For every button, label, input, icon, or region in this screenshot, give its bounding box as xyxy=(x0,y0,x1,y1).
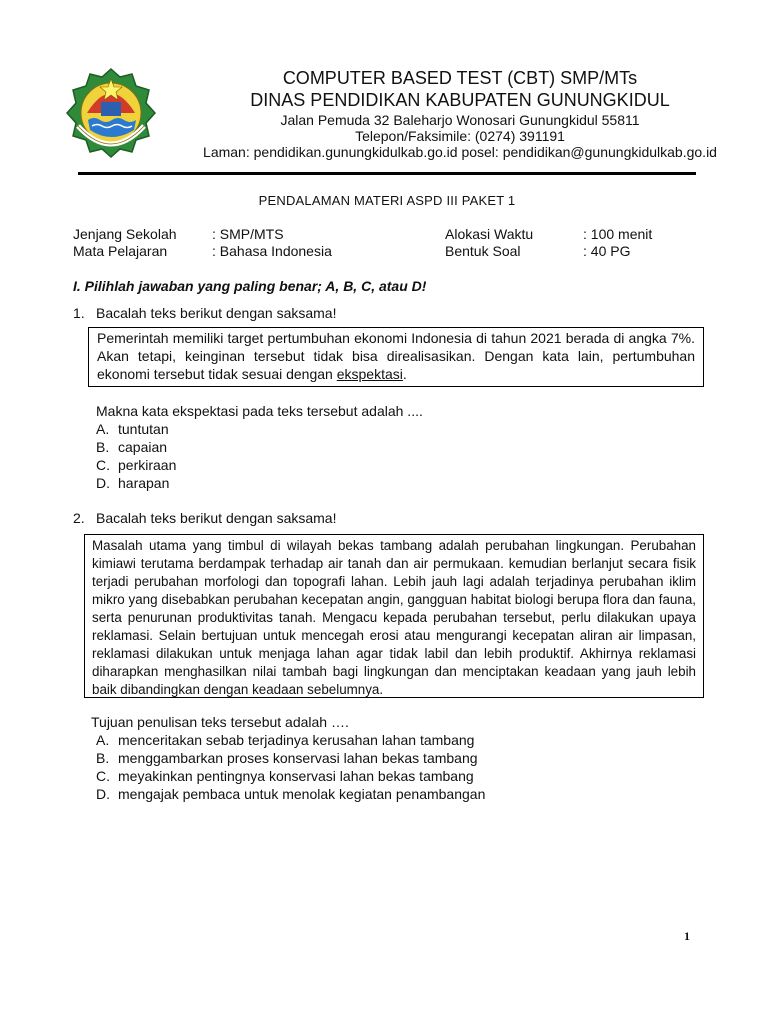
level-label: Jenjang Sekolah xyxy=(73,226,177,242)
header-phone: Telepon/Faksimile: (0274) 391191 xyxy=(355,128,565,144)
section-instruction: I. Pilihlah jawaban yang paling benar; A, B, C, atau D! xyxy=(73,278,427,294)
form-value: : 40 PG xyxy=(583,243,631,259)
q1-option-b[interactable]: B. capaian xyxy=(96,439,168,455)
q2-instruction: Bacalah teks berikut dengan saksama! xyxy=(96,510,337,526)
regency-crest-icon xyxy=(64,66,158,160)
q1-underlined-word: ekspektasi xyxy=(336,366,403,382)
q1-passage-text: Pemerintah memiliki target pertumbuhan ekonomi Indonesia di tahun 2021 berada di angka 7%. Akan tetapi, keinginan tersebut tidak bisa direalisasikan. Dengan kata lain, pertumbuhan ekonomi tersebut tidak sesuai dengan xyxy=(97,330,695,382)
q1-option-d[interactable]: D. harapan xyxy=(96,475,170,491)
document-title: PENDALAMAN MATERI ASPD III PAKET 1 xyxy=(258,193,516,208)
q2-option-d[interactable]: D. mengajak pembaca untuk menolak kegiatan penambangan xyxy=(96,786,486,802)
q1-option-a[interactable]: A. tuntutan xyxy=(96,421,169,437)
q2-option-a[interactable]: A. menceritakan sebab terjadinya kerusahan lahan tambang xyxy=(96,732,475,748)
q2-option-c[interactable]: C. meyakinkan pentingnya konservasi lahan bekas tambang xyxy=(96,768,474,784)
level-value: : SMP/MTS xyxy=(212,226,284,242)
subject-label: Mata Pelajaran xyxy=(73,243,168,259)
q1-question: Makna kata ekspektasi pada teks tersebut adalah .... xyxy=(96,403,423,419)
q2-passage-box xyxy=(84,534,704,698)
time-label: Alokasi Waktu xyxy=(445,226,534,242)
header-subtitle: DINAS PENDIDIKAN KABUPATEN GUNUNGKIDUL xyxy=(250,90,670,110)
q1-passage-box xyxy=(88,327,704,387)
q1-passage-end: . xyxy=(402,366,407,382)
q1-option-c[interactable]: C. perkiraan xyxy=(96,457,177,473)
header-web: Laman: pendidikan.gunungkidulkab.go.id posel: pendidikan@gunungkidulkab.go.id xyxy=(203,144,717,160)
page-number: 1 xyxy=(684,929,690,943)
q2-passage-text: Masalah utama yang timbul di wilayah bekas tambang adalah perubahan lingkungan. Perubahan kimiawi terutama berdampak terhadap air tanah dan air permukaan. kemudian berlanjut secara fisik terjadi perubahan morfologi dan topografi lahan. Lebih jauh lagi adalah terjadinya perubahan iklim mikro yang disebabkan perubahan kecepatan angin, gangguan habitat biologi berupa flora dan fauna, serta penurunan produktivitas tanah. Mengacu kepada perubahan tersebut, perlu dilakukan upaya reklamasi. Selain bertujuan untuk mencegah erosi atau mengurangi kecepatan aliran air limpasan, reklamasi dilakukan untuk menjaga lahan agar tidak labil dan lebih produktif. Akhirnya reklamasi diharapkan menghasilkan nilai tambah bagi lingkungan dan menciptakan keadaan yang jauh lebih baik dibandingkan dengan keadaan sebelumnya. xyxy=(92,538,696,697)
q2-question: Tujuan penulisan teks tersebut adalah …. xyxy=(91,714,349,730)
header-divider xyxy=(78,172,696,175)
subject-value: : Bahasa Indonesia xyxy=(212,243,332,259)
form-label: Bentuk Soal xyxy=(445,243,521,259)
time-value: : 100 menit xyxy=(583,226,653,242)
header-title: COMPUTER BASED TEST (CBT) SMP/MTs xyxy=(282,68,638,88)
q1-number: 1. xyxy=(73,305,85,321)
q2-number: 2. xyxy=(73,510,85,526)
q1-instruction: Bacalah teks berikut dengan saksama! xyxy=(96,305,337,321)
header-address: Jalan Pemuda 32 Baleharjo Wonosari Gunungkidul 55811 xyxy=(280,112,640,128)
q2-option-b[interactable]: B. menggambarkan proses konservasi lahan bekas tambang xyxy=(96,750,478,766)
